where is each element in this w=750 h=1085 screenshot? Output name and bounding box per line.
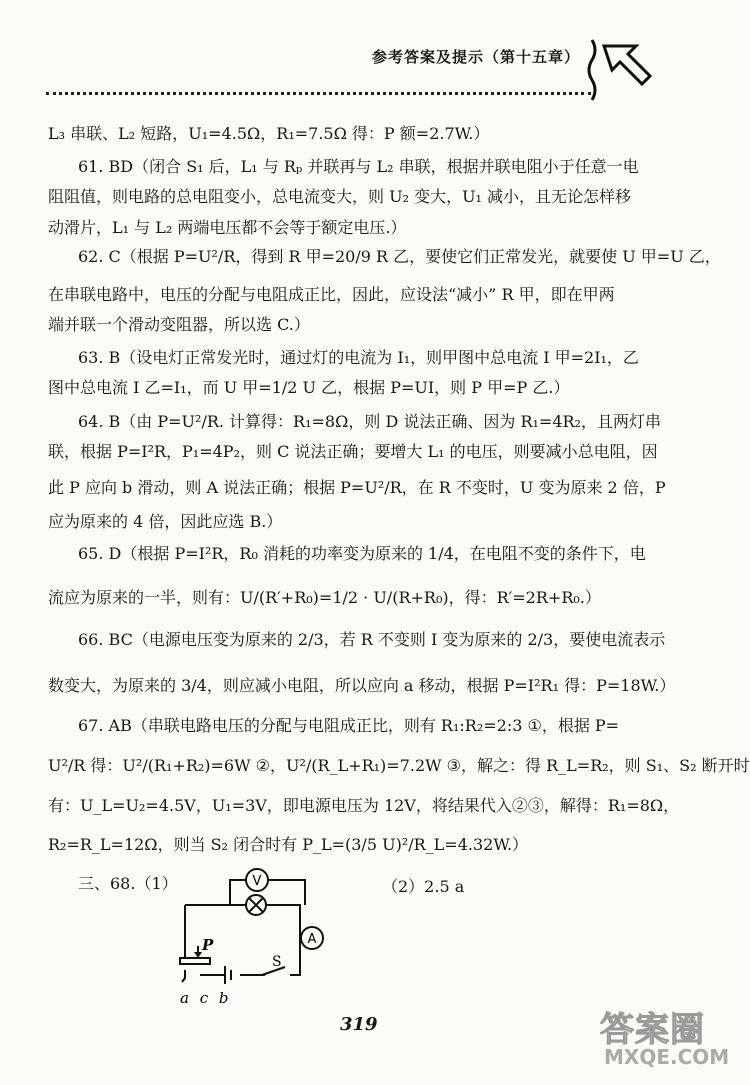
text-line: 此 P 应向 b 滑动，则 A 说法正确；根据 P=U²/R，在 R 不变时，U 变为原来 2 倍，P: [48, 478, 666, 497]
header-divider: [46, 92, 591, 95]
text-line: 63. B（设电灯正常发光时，通过灯的电流为 I₁，则甲图中总电流 I 甲=2I₁，乙: [78, 348, 639, 367]
text-line: 三、68.（1）: [78, 874, 178, 893]
text-line: R₂=R_L=12Ω，则当 S₂ 闭合时有 P_L=(3/5 U)²/R_L=4.32W.）: [48, 835, 529, 854]
text-line: 62. C（根据 P=U²/R，得到 R 甲=20/9 R 乙，要使它们正常发光，就要使 U 甲=U 乙，: [78, 247, 721, 266]
text-line: L₃ 串联、L₂ 短路，U₁=4.5Ω，R₁=7.5Ω 得：P 额=2.7W.）: [48, 124, 490, 143]
text-line: 端并联一个滑动变阻器，所以选 C.）: [48, 315, 310, 334]
arrow-icon: [584, 36, 656, 106]
text-line: 61. BD（闭合 S₁ 后，L₁ 与 Rₚ 并联再与 L₂ 串联，根据并联电阻小于任意一电: [78, 157, 639, 176]
voltmeter-label: V: [252, 874, 262, 889]
circuit-diagram: [170, 860, 340, 1010]
text-line: 应为原来的 4 倍，因此应选 B.）: [48, 512, 283, 531]
switch-label: S: [272, 954, 282, 970]
text-line: 在串联电路中，电压的分配与电阻成正比，因此，应设法“减小” R 甲，即在甲两: [48, 285, 615, 304]
text-line: 阻阻值，则电路的总电阻变小，总电流变大，则 U₂ 变大，U₁ 减小，且无论怎样移: [48, 187, 632, 206]
text-line: 动滑片，L₁ 与 L₂ 两端电压都不会等于额定电压.）: [48, 218, 407, 237]
watermark-logo: 答案圈: [600, 1010, 705, 1050]
page-number: 319: [340, 1014, 378, 1035]
text-line: 图中总电流 I 乙=I₁，而 U 甲=1/2 U 乙，根据 P=UI，则 P 甲=P 乙.）: [48, 378, 570, 397]
answer-part-2: （2）2.5 a: [382, 877, 465, 896]
text-line: 联，根据 P=I²R，P₁=4P₂，则 C 说法正确；要增大 L₁ 的电压，则要减小总电阻，因: [48, 442, 658, 461]
text-line: 66. BC（电源电压变为原来的 2/3，若 R 不变则 I 变为原来的 2/3，要使电流表示: [78, 630, 666, 649]
text-line: 有：U_L=U₂=4.5V，U₁=3V，即电源电压为 12V，将结果代入②③，解得：R₁=8Ω，: [48, 796, 680, 815]
header-title: 参考答案及提示（第十五章）: [371, 48, 580, 66]
text-line: 流应为原来的一半，则有：U/(R′+R₀)=1/2 · U/(R+R₀)，得：R′=2R+R₀.）: [48, 588, 601, 607]
watermark-url: MXQE.COM: [604, 1045, 730, 1069]
text-line: U²/R 得：U²/(R₁+R₂)=6W ②，U²/(R_L+R₁)=7.2W ③，解之：得 R_L=R₂，则 S₁、S₂ 断开时: [48, 756, 750, 775]
text-line: 64. B（由 P=U²/R. 计算得：R₁=8Ω，则 D 说法正确、因为 R₁=4R₂，且两灯串: [78, 412, 661, 431]
terminal-labels: a c b: [180, 989, 232, 1007]
slider-label: P: [202, 936, 214, 954]
text-line: 65. D（根据 P=I²R，R₀ 消耗的功率变为原来的 1/4，在电阻不变的条件下，电: [78, 544, 646, 563]
text-line: 数变大，为原来的 3/4，则应减小电阻，所以应向 a 移动，根据 P=I²R₁ 得：P=18W.）: [48, 676, 676, 695]
text-line: 67. AB（串联电路电压的分配与电阻成正比，则有 R₁:R₂=2:3 ①，根据 P=: [78, 716, 620, 735]
ammeter-label: A: [307, 932, 317, 947]
